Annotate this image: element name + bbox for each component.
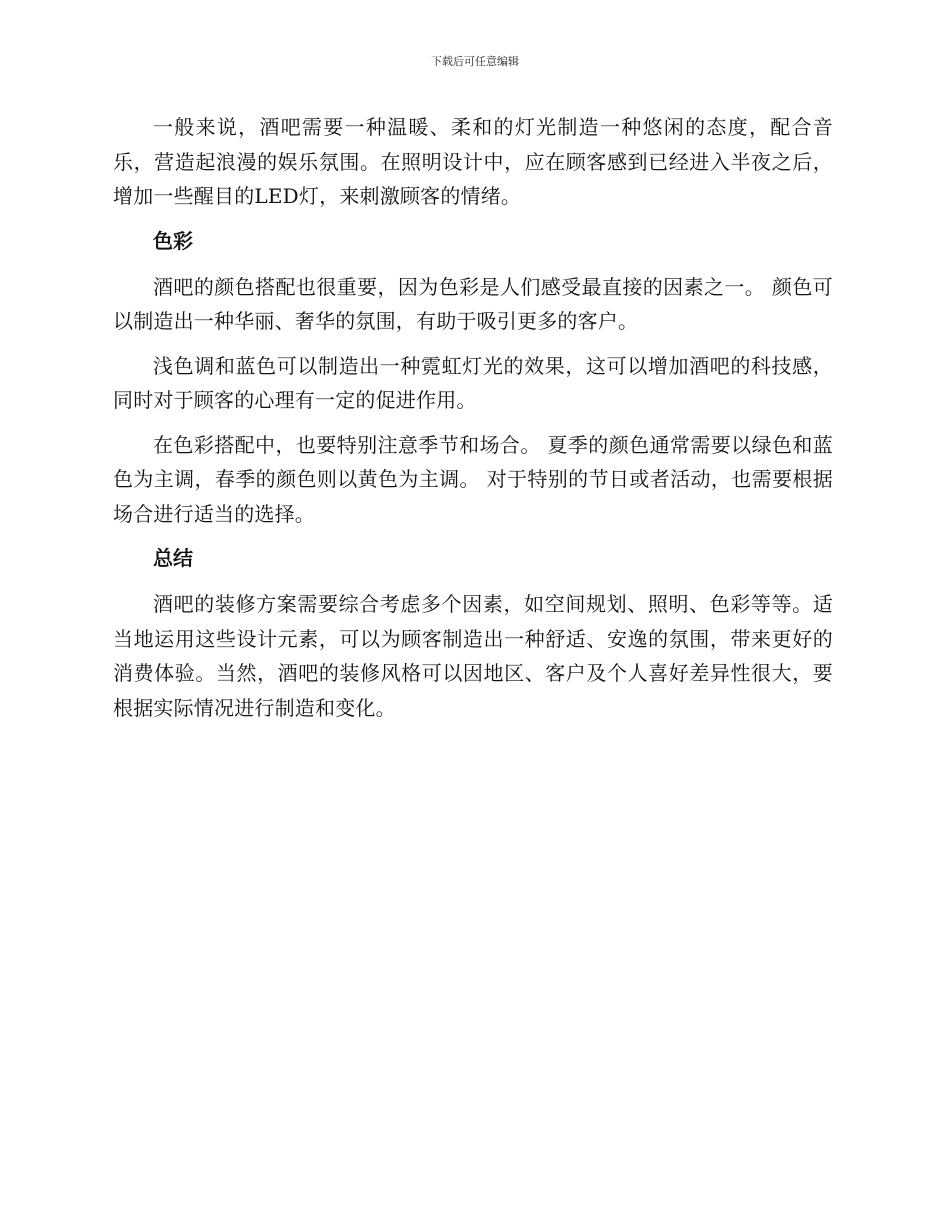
heading-summary: 总结: [153, 546, 193, 570]
heading-color: 色彩: [153, 228, 193, 253]
page-header: 下载后可任意编辑: [431, 55, 519, 68]
paragraph-lighting: 一般来说，酒吧需要一种温暖、柔和的灯光制造一种悠闲的态度，配合音乐，营造起浪漫的娱乐氛围。在照明设计中，应在顾客感到已经进入半夜之后，增加一些醒目的LED灯，来刺激顾客的情绪。: [113, 115, 833, 208]
paragraph-color-importance: 酒吧的颜色搭配也很重要，因为色彩是人们感受最直接的因素之一。 颜色可以制造出一种华丽、奢华的氛围，有助于吸引更多的客户。: [113, 274, 833, 333]
paragraph-season-color: 在色彩搭配中，也要特别注意季节和场合。 夏季的颜色通常需要以绿色和蓝色为主调，春季的颜色则以黄色为主调。 对于特别的节日或者活动，也需要根据场合进行适当的选择。: [113, 432, 833, 526]
document-body: [113, 110, 833, 735]
paragraph-summary: 酒吧的装修方案需要综合考虑多个因素，如空间规划、照明、色彩等等。适当地运用这些设计元素，可以为顾客制造出一种舒适、安逸的氛围，带来更好的消费体验。当然，酒吧的装修风格可以因地区、客户及个人喜好差异性很大，要根据实际情况进行制造和变化。: [113, 592, 833, 720]
paragraph-neon-effect: 浅色调和蓝色可以制造出一种霓虹灯光的效果，这可以增加酒吧的科技感，同时对于顾客的心理有一定的促进作用。: [113, 353, 833, 412]
